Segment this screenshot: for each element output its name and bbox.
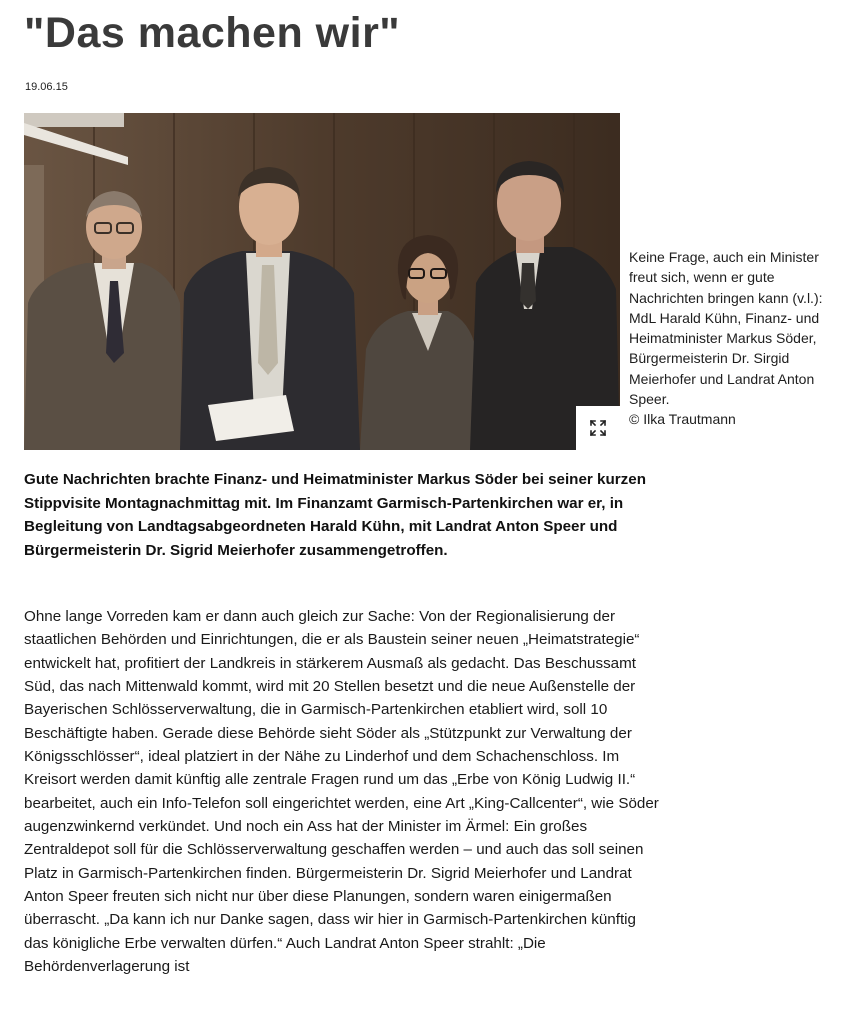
group-photo-illustration [24,113,620,450]
article-photo[interactable] [24,113,620,450]
article-body: Ohne lange Vorreden kam er dann auch gleich zur Sache: Von der Regionalisierung der staatlichen Behörden und Einrichtungen, die er als Baustein seiner neuen „Heimatstrategie“ entwickelt hat, profitiert der Landkreis in stärkerem Ausmaß als gedacht. Das Beschussamt Süd, das nach Mittenwald kommt, wird mit 20 Stellen besetzt und die neue Außenstelle der Bayerischen Schlösserverwaltung, die in Garmisch-Partenkirchen etabliert wird, soll 10 Beschäftigte haben. Gerade diese Behörde sieht Söder als „Stützpunkt zur Verwaltung der Königsschlösser“, ideal platziert in der Nähe zu Linderhof und dem Schachenschloss. Im Kreisort werden damit künftig alle zentrale Fragen rund um das „Erbe von König Ludwig II.“ bearbeitet, auch ein Info-Telefon soll eingerichtet werden, eine Art „King-Callcenter“, wie Söder augenzwinkernd verkündet. Und noch ein Ass hat der Minister im Ärmel: Ein großes Zentraldepot soll für die Schlösserverwaltung geschaffen werden – und auch das soll seinen Platz in Garmisch-Partenkirchen finden. Bürgermeisterin Dr. Sigrid Meierhofer und Landrat Anton Speer freuten sich nicht nur über diese Planungen, sondern waren einigermaßen überrascht. „Da kann ich nur Danke sagen, dass wir hier in Garmisch-Partenkirchen künftig das königliche Erbe verwalten dürfen.“ Auch Landrat Anton Speer strahlt: „Die Behördenverlagerung ist [24,608,659,976]
article-lead: Gute Nachrichten brachte Finanz- und Heimatminister Markus Söder bei seiner kurzen Stippvisite Montagnachmittag mit. Im Finanzamt Garmisch-Partenkirchen war er, in Begleitung von Landtagsabgeordneten Harald Kühn, mit Landrat Anton Speer und Bürgermeisterin Dr. Sigrid Meierhofer zusammengetroffen. [24,471,646,560]
photo-credit: © Ilka Trautmann [629,411,736,428]
article-headline: "Das machen wir" [24,9,401,57]
photo-caption-text: Keine Frage, auch ein Minister freut sich, wenn er gute Nachrichten bringen kann (v.l.): MdL Harald Kühn, Finanz- und Heimatminister Markus Söder, Bürgermeisterin Dr. Sirgid Meierhofer und Landrat Anton Speer. [629,249,823,408]
expand-photo-button[interactable] [576,406,620,450]
photo-caption [629,247,834,430]
article-date: 19.06.15 [25,81,68,93]
expand-icon [590,420,606,436]
